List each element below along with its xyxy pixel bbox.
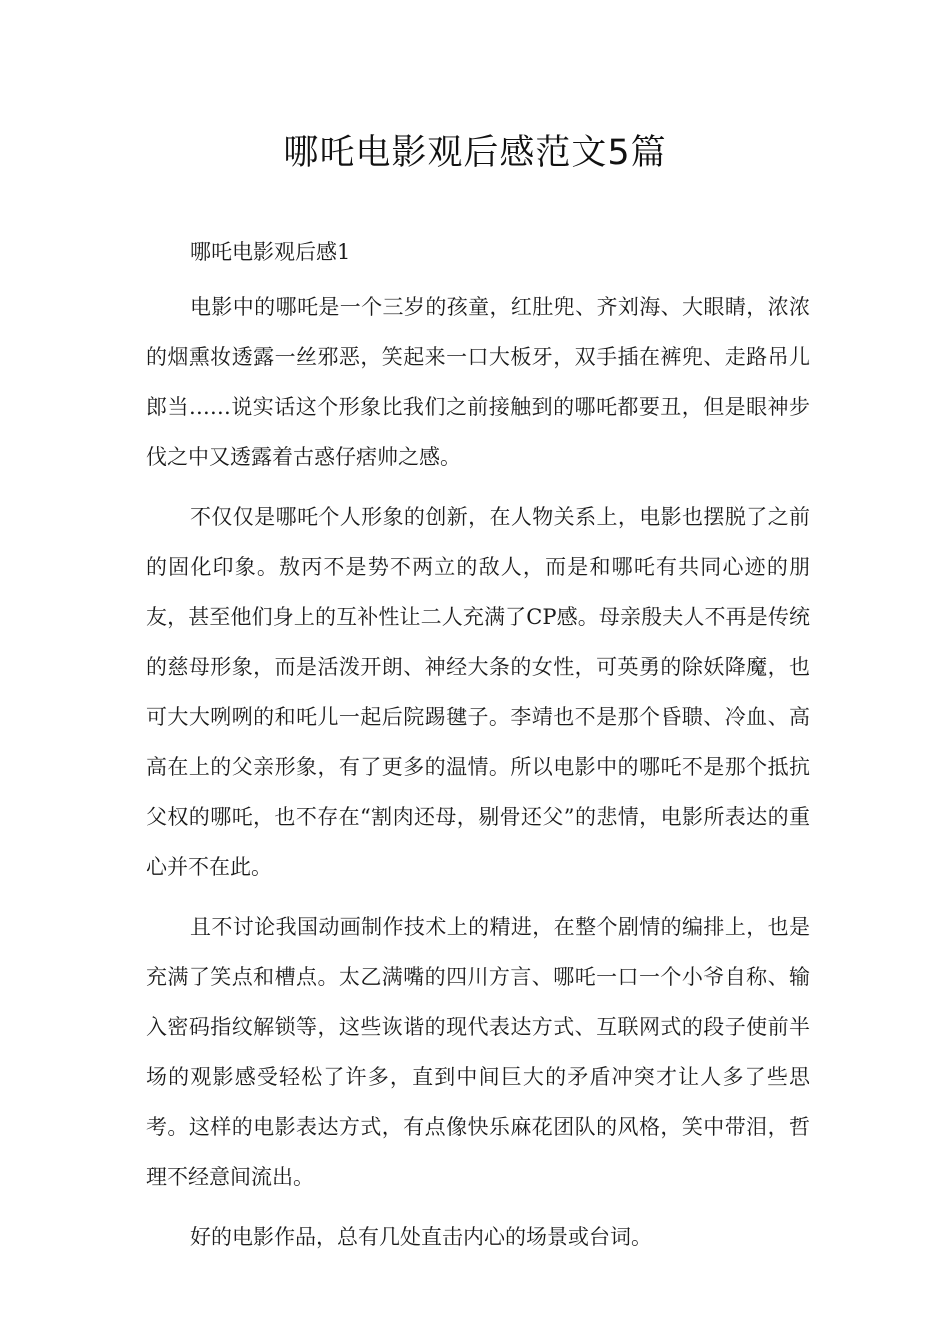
document-body xyxy=(146,232,810,1262)
paragraph-3: 且不讨论我国动画制作技术上的精进，在整个剧情的编排上，也是充满了笑点和槽点。太乙满嘴的四川方言、哪吒一口一个小爷自称、输入密码指纹解锁等，这些诙谐的现代表达方式、互联网式的段子使前半场的观影感受轻松了许多，直到中间巨大的矛盾冲突才让人多了些思考。这样的电影表达方式，有点像快乐麻花团队的风格，笑中带泪，哲理不经意间流出。 xyxy=(146,915,810,1189)
paragraph-4: 好的电影作品，总有几处直击内心的场景或台词。 xyxy=(190,1225,652,1249)
paragraph-1: 电影中的哪吒是一个三岁的孩童，红肚兜、齐刘海、大眼睛，浓浓的烟熏妆透露一丝邪恶，笑起来一口大板牙，双手插在裤兜、走路吊儿郎当……说实话这个形象比我们之前接触到的哪吒都要丑，但是眼神步伐之中又透露着古惑仔痞帅之感。 xyxy=(146,295,810,469)
paragraph-2: 不仅仅是哪吒个人形象的创新，在人物关系上，电影也摆脱了之前的固化印象。敖丙不是势不两立的敌人，而是和哪吒有共同心迹的朋友，甚至他们身上的互补性让二人充满了CP感。母亲殷夫人不再是传统的慈母形象，而是活泼开朗、神经大条的女性，可英勇的除妖降魔，也可大大咧咧的和吒儿一起后院踢毽子。李靖也不是那个昏聩、冷血、高高在上的父亲形象，有了更多的温情。所以电影中的哪吒不是那个抵抗父权的哪吒，也不存在“割肉还母，剔骨还父”的悲情，电影所表达的重心并不在此。 xyxy=(146,505,810,879)
document-title: 哪吒电影观后感范文5篇 xyxy=(283,133,667,173)
section-heading: 哪吒电影观后感1 xyxy=(190,240,351,264)
